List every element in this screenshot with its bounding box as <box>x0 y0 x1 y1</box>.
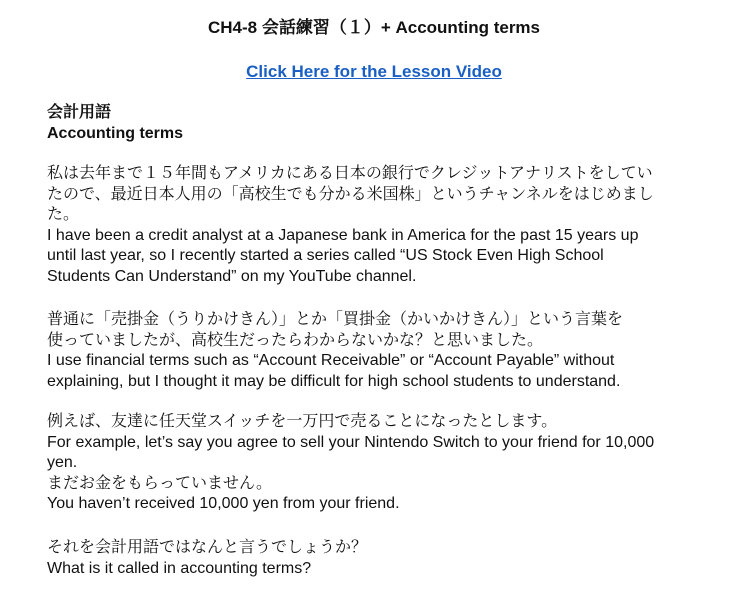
paragraph-line: 使っていましたが、高校生だったらわからないかな？と思いました。 <box>47 331 544 349</box>
paragraph-line: For example, let’s say you agree to sell your Nintendo Switch to your friend for 10,000 <box>47 433 655 451</box>
section-heading-jp: 会計用語 <box>47 104 112 121</box>
paragraph-line: た。 <box>47 206 80 223</box>
paragraph-line: until last year, so I recently started a series called “US Stock Even High School <box>47 247 604 264</box>
section-heading-en: Accounting terms <box>47 125 184 142</box>
paragraph-question <box>47 538 707 579</box>
paragraph-line: explaining, but I thought it may be difficult for high school students to understand. <box>47 372 621 390</box>
paragraph-line: 普通に「売掛金（うりかけきん）」とか「買掛金（かいかけきん）」という言葉を <box>47 311 624 328</box>
paragraph-line: それを会計用語ではなんと言うでしょうか？ <box>47 539 368 556</box>
paragraph-line: You haven’t received 10,000 yen from your friend. <box>47 495 400 512</box>
section-heading <box>47 102 183 144</box>
paragraph-terms <box>47 310 707 392</box>
paragraph-example <box>47 412 707 515</box>
paragraph-line: Students Can Understand” on my YouTube channel. <box>47 267 417 285</box>
paragraph-line: たので、最近日本人用の「高校生でも分かる米国株」というチャンネルをはじめまし <box>47 185 654 203</box>
paragraph-line: What is it called in accounting terms? <box>47 559 312 577</box>
paragraph-line: 私は去年まで１５年間もアメリカにある日本の銀行でクレジットアナリストをしてい <box>47 165 653 182</box>
paragraph-line: I have been a credit analyst at a Japanese bank in America for the past 15 years up <box>47 226 639 244</box>
lesson-video-link[interactable]: Click Here for the Lesson Video <box>246 62 502 81</box>
page-title: CH4-8 会話練習（１）+ Accounting terms <box>207 18 540 37</box>
paragraph-line: I use financial terms such as “Account Receivable” or “Account Payable” without <box>47 352 615 369</box>
lesson-video-link-container <box>0 61 748 83</box>
paragraph-line: まだお金をもらっていません。 <box>47 474 272 492</box>
paragraph-intro <box>47 164 707 287</box>
paragraph-line: yen. <box>47 454 78 471</box>
paragraph-line: 例えば、友達に任天堂スイッチを一万円で売ることになったとします。 <box>47 413 558 430</box>
